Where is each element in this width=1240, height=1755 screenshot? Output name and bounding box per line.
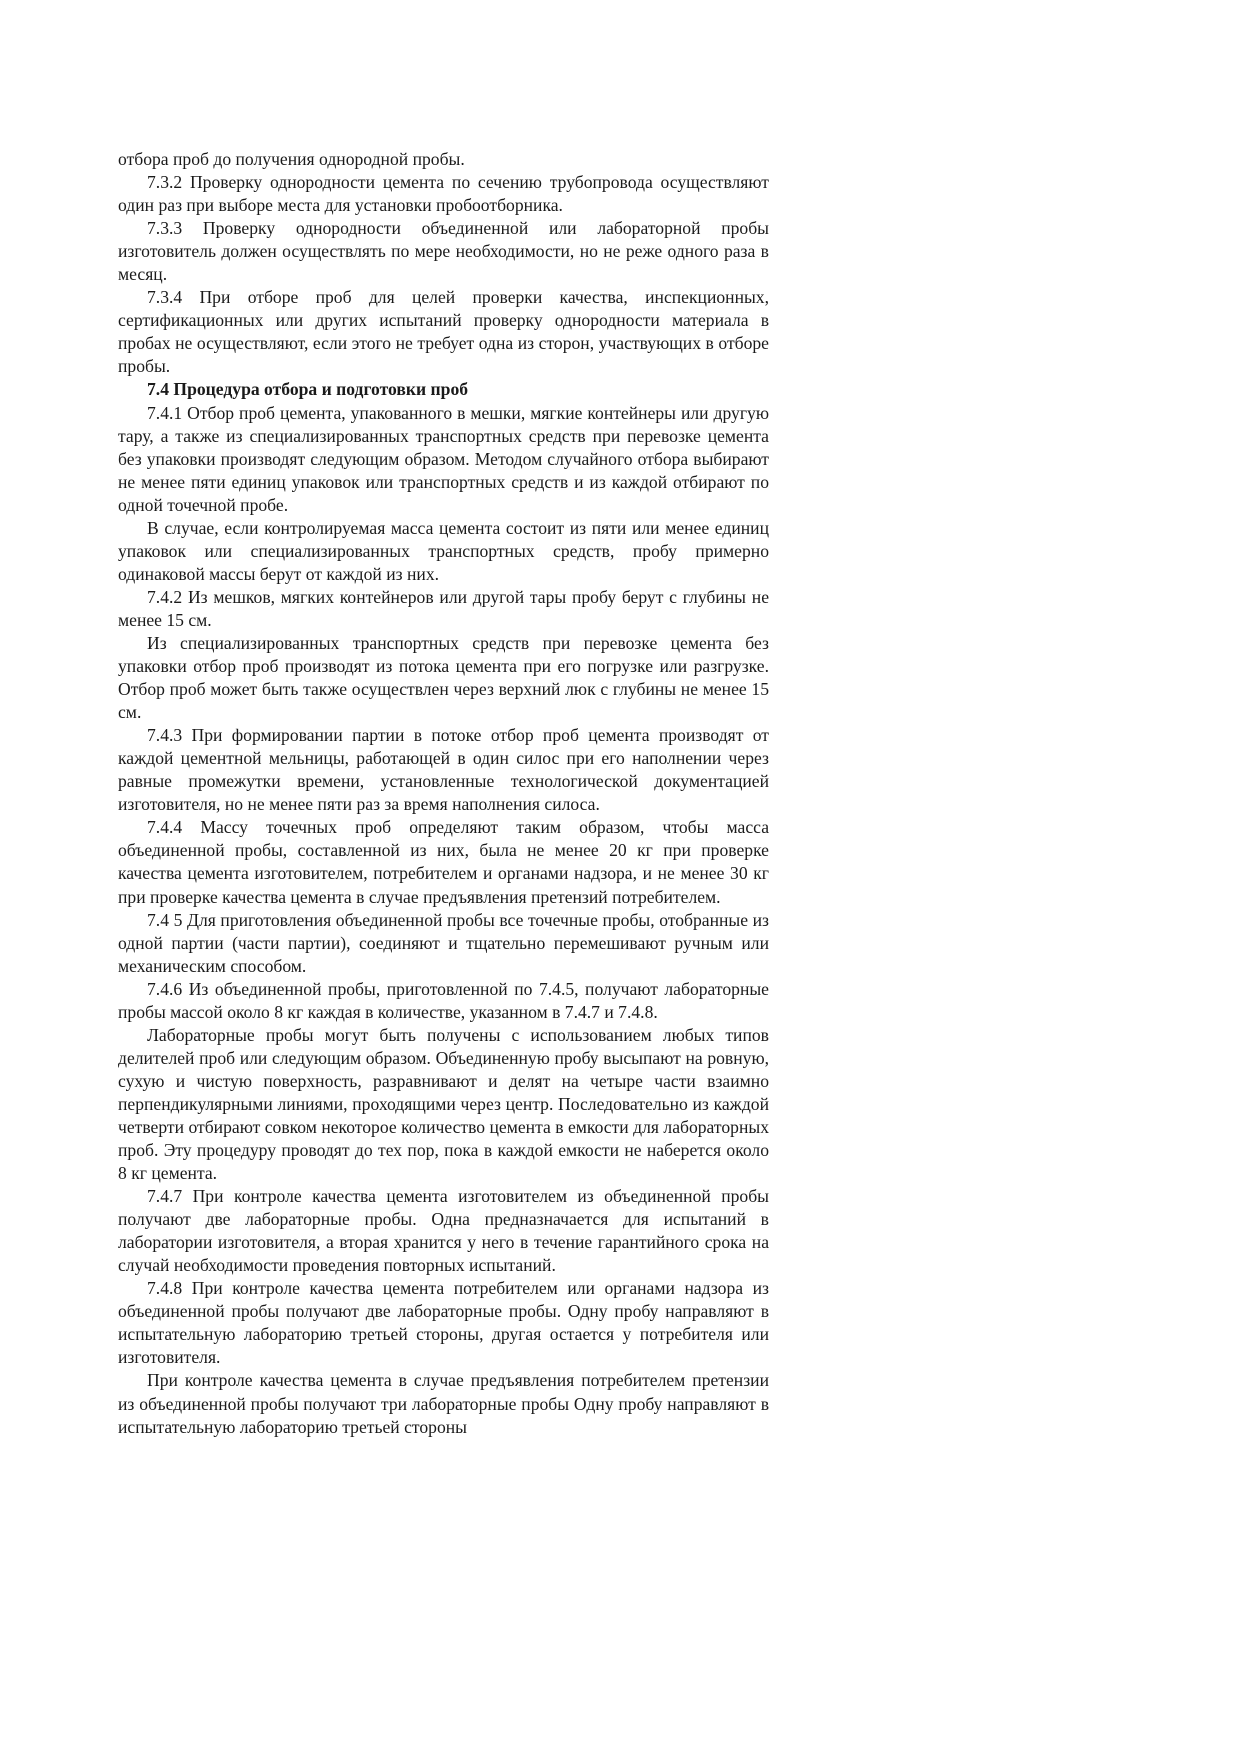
paragraph-7-3-4: 7.3.4 При отборе проб для целей проверки качества, инспекционных, сертификационных или других испытаний проверку однородности материала в пробах не осуществляют, если этого не требует одна из сторон, участвующих в отборе пробы. bbox=[118, 287, 769, 377]
paragraph-7-3-3: 7.3.3 Проверку однородности объединенной или лабораторной пробы изготовитель должен осуществлять по мере необходимости, но не реже одного раза в месяц. bbox=[118, 218, 769, 285]
paragraph-7-4-1: 7.4.1 Отбор проб цемента, упакованного в мешки, мягкие контейнеры или другую тару, а также из специализированных транспортных средств при перевозке цемента без упаковки производят следующим образом. Методом случайного отбора выбирают не менее пяти единиц упаковок или транспортных средств и из каждой отбирают по одной точечной пробе. bbox=[118, 402, 769, 515]
paragraph-7-4-4: 7.4.4 Массу точечных проб определяют таким образом, чтобы масса объединенной пробы, составленной из них, была не менее 20 кг при проверке качества цемента изготовителем, потребителем и органами надзора, и не менее 30 кг при проверке качества цемента в случае предъявления претензий потребителем. bbox=[118, 817, 769, 907]
paragraph-7-4-7: 7.4.7 При контроле качества цемента изготовителем из объединенной пробы получают две лабораторные пробы. Одна предназначается для испытаний в лаборатории изготовителя, а вторая хранится у него в течение гарантийного срока на случай необходимости проведения повторных испытаний. bbox=[118, 1186, 769, 1276]
paragraph-continuation: отбора проб до получения однородной пробы. bbox=[118, 149, 465, 169]
paragraph-7-3-2: 7.3.2 Проверку однородности цемента по сечению трубопровода осуществляют один раз при выборе места для установки пробоотборника. bbox=[118, 172, 769, 216]
paragraph-7-4-2-continued: Из специализированных транспортных средств при перевозке цемента без упаковки отбор проб производят из потока цемента при его погрузке или разгрузке. Отбор проб может быть также осуществлен через верхний люк с глубины не менее 15 см. bbox=[118, 632, 769, 723]
section-heading-7-4: 7.4 Процедура отбора и подготовки проб bbox=[147, 379, 469, 400]
paragraph-7-4-2: 7.4.2 Из мешков, мягких контейнеров или другой тары пробу берут с глубины не менее 15 см. bbox=[118, 586, 769, 630]
document-text bbox=[118, 148, 769, 1439]
paragraph-7-4-8-continued: При контроле качества цемента в случае предъявления потребителем претензии из объединенной пробы получают три лабораторные пробы Одну пробу направляют в испытательную лабораторию третьей стороны bbox=[118, 1370, 769, 1437]
paragraph-7-4-1-continued: В случае, если контролируемая масса цемента состоит из пяти или менее единиц упаковок или специализированных транспортных средств, пробу примерно одинаковой массы берут от каждой из них. bbox=[118, 517, 769, 584]
paragraph-7-4-5: 7.4 5 Для приготовления объединенной пробы все точечные пробы, отобранные из одной партии (части партии), соединяют и тщательно перемешивают ручным или механическим способом. bbox=[118, 909, 769, 976]
paragraph-7-4-8: 7.4.8 При контроле качества цемента потребителем или органами надзора из объединенной пробы получают две лабораторные пробы. Одну пробу направляют в испытательную лабораторию третьей стороны, другая остается у потребителя или изготовителя. bbox=[118, 1278, 769, 1368]
paragraph-7-4-3: 7.4.3 При формировании партии в потоке отбор проб цемента производят от каждой цементной мельницы, работающей в один силос при его наполнении через равные промежутки времени, установленные технологической документацией изготовителя, но не менее пяти раз за время наполнения силоса. bbox=[118, 725, 769, 815]
paragraph-7-4-6: 7.4.6 Из объединенной пробы, приготовленной по 7.4.5, получают лабораторные пробы массой около 8 кг каждая в количестве, указанном в 7.4.7 и 7.4.8. bbox=[118, 978, 769, 1022]
paragraph-7-4-6-continued: Лабораторные пробы могут быть получены с использованием любых типов делителей проб или следующим образом. Объединенную пробу высыпают на ровную, сухую и чистую поверхность, разравнивают и делят на четыре части взаимно перпендикулярными линиями, проходящими через центр. Последовательно из каждой четверти отбирают совком некоторое количество цемента в емкости для лабораторных проб. Эту процедуру проводят до тех пор, пока в каждой емкости не наберется около 8 кг цемента. bbox=[118, 1024, 769, 1184]
